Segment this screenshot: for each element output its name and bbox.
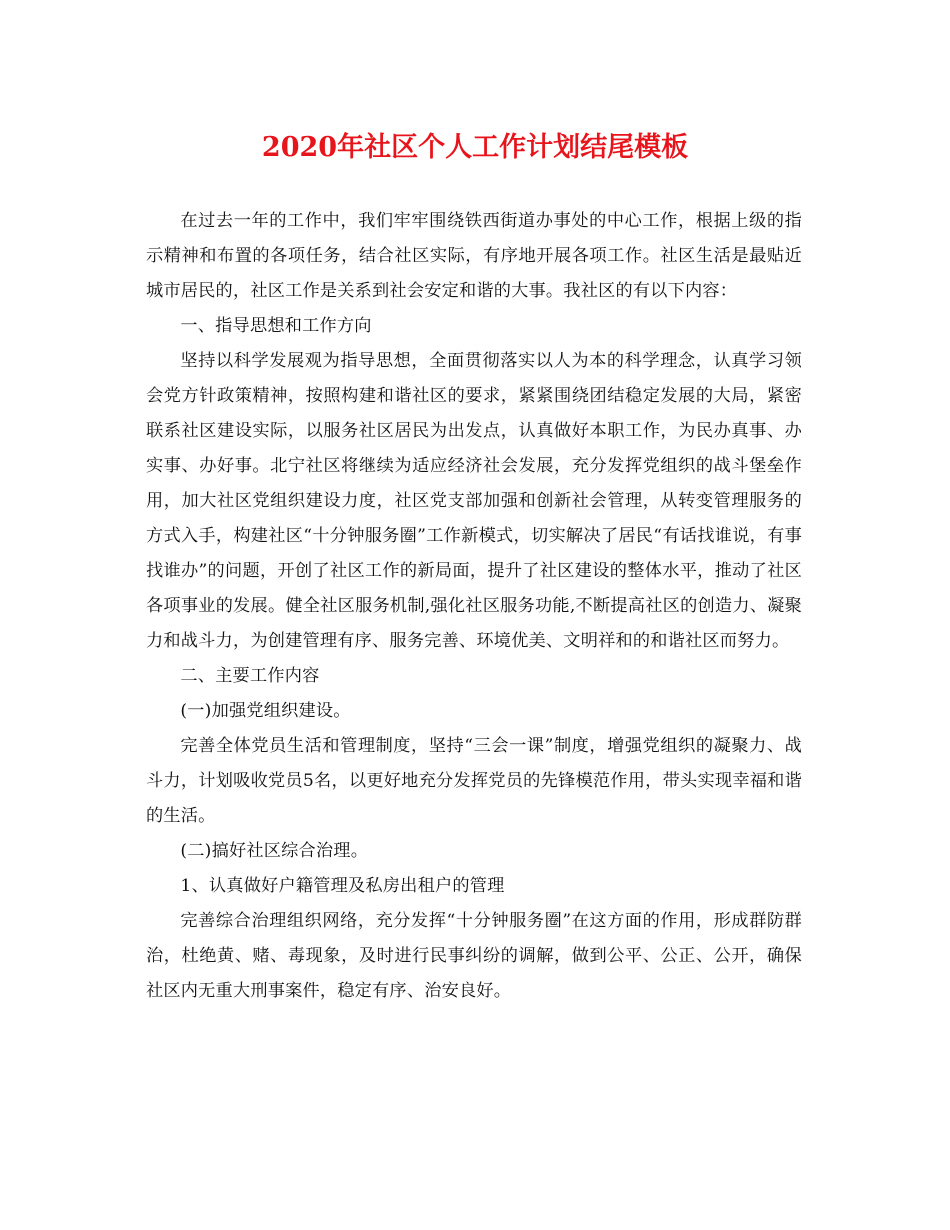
- guiding-ideology-paragraph: 坚持以科学发展观为指导思想，全面贯彻落实以人为本的科学理念，认真学习领会党方针政策精神，按照构建和谐社区的要求，紧紧围绕团结稳定发展的大局，紧密联系社区建设实际，以服务社区居民为出发点，认真做好本职工作，为民办真事、办实事、办好事。北宁社区将继续为适应经济社会发展，充分发挥党组织的战斗堡垒作用，加大社区党组织建设力度，社区党支部加强和创新社会管理，从转变管理服务的方式入手，构建社区“十分钟服务圈”工作新模式，切实解决了居民“有话找谁说，有事找谁办”的问题，开创了社区工作的新局面，提升了社区建设的整体水平，推动了社区各项事业的发展。健全社区服务机制,强化社区服务功能,不断提高社区的创造力、凝聚力和战斗力，为创建管理有序、服务完善、环境优美、文明祥和的和谐社区而努力。: [146, 351, 802, 651]
- section-heading-guiding-ideology: 一、指导思想和工作方向: [180, 316, 372, 336]
- party-building-paragraph: 完善全体党员生活和管理制度，坚持“三会一课”制度，增强党组织的凝聚力、战斗力，计划吸收党员5名，以更好地充分发挥党员的先锋模范作用，带头实现幸福和谐的生活。: [146, 736, 802, 826]
- document-body: [146, 204, 802, 1009]
- subsection-heading-party-building: (一)加强党组织建设。: [180, 701, 351, 721]
- intro-paragraph: 在过去一年的工作中，我们牢牢围绕铁西街道办事处的中心工作，根据上级的指示精神和布置的各项任务，结合社区实际，有序地开展各项工作。社区生活是最贴近城市居民的，社区工作是关系到社会安定和谐的大事。我社区的有以下内容：: [146, 211, 802, 301]
- document-title: 2020年社区个人工作计划结尾模板: [261, 132, 689, 163]
- item-heading-household-management: 1、认真做好户籍管理及私房出租户的管理: [180, 876, 505, 896]
- subsection-heading-governance: (二)搞好社区综合治理。: [180, 841, 369, 861]
- section-heading-main-work: 二、主要工作内容: [180, 666, 320, 686]
- governance-paragraph: 完善综合治理组织网络，充分发挥“十分钟服务圈”在这方面的作用，形成群防群治，杜绝黄、赌、毒现象，及时进行民事纠纷的调解，做到公平、公正、公开，确保社区内无重大刑事案件，稳定有序、治安良好。: [146, 911, 802, 1001]
